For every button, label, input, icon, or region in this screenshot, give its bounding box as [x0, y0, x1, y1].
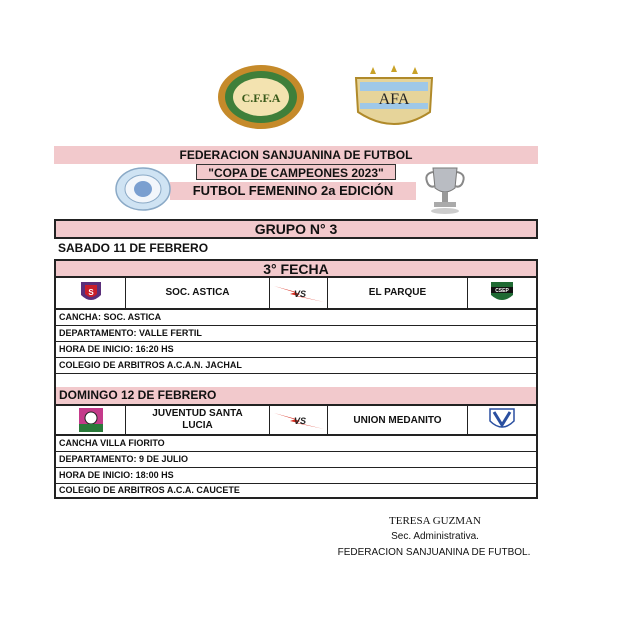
day1-date: SABADO 11 DE FEBRERO [58, 241, 209, 255]
afa-logo [348, 64, 440, 136]
match2-vs-icon [270, 406, 328, 434]
group-title: GRUPO N° 3 [54, 219, 538, 239]
match1-row [54, 277, 538, 310]
day1-blank-row [54, 374, 538, 388]
svg-text:VS: VS [293, 416, 306, 426]
day2-date: DOMINGO 12 DE FEBRERO [54, 387, 538, 404]
match1-home-name: SOC. ASTICA [126, 277, 270, 308]
signature-org: FEDERACION SANJUANINA DE FUTBOL. [337, 547, 531, 558]
cffa-logo-text: C.F.F.A [241, 91, 281, 105]
trophy-icon [420, 164, 470, 216]
el-parque-logo-text: CSEP [495, 287, 509, 294]
day2-colegio: COLEGIO DE ARBITROS A.C.A. CAUCETE [54, 483, 538, 499]
juventud-shield-icon [78, 407, 104, 433]
match1-away-name: EL PARQUE [328, 277, 468, 308]
day1-colegio: COLEGIO DE ARBITROS A.C.A.N. JACHAL [54, 358, 538, 374]
day2-cancha: CANCHA VILLA FIORITO [54, 436, 538, 452]
afa-logo-text: AFA [378, 91, 410, 108]
category-title: FUTBOL FEMENINO 2a EDICIÓN [170, 182, 416, 200]
el-parque-shield-icon [490, 281, 514, 305]
fecha-title: 3° FECHA [54, 259, 538, 278]
match2-home-logo-cell [56, 406, 126, 434]
day1-departamento: DEPARTAMENTO: VALLE FERTIL [54, 326, 538, 342]
match1-vs-icon [270, 277, 328, 308]
day1-cancha: CANCHA: SOC. ASTICA [54, 310, 538, 326]
federation-title: FEDERACION SANJUANINA DE FUTBOL [54, 146, 538, 164]
match2-row [54, 404, 538, 436]
match2-home-name: JUVENTUD SANTA LUCIA [126, 406, 270, 434]
cffa-logo [216, 63, 306, 131]
cup-title: "COPA DE CAMPEONES 2023" [196, 164, 396, 180]
day2-hora: HORA DE INICIO: 18:00 HS [54, 468, 538, 484]
svg-text:S: S [87, 287, 94, 297]
signature-role: Sec. Administrativa. [391, 531, 479, 542]
union-medanito-shield-icon [488, 407, 516, 433]
federation-round-logo [115, 167, 171, 211]
day2-departamento: DEPARTAMENTO: 9 DE JULIO [54, 452, 538, 468]
match2-away-logo-cell [468, 406, 536, 434]
match1-away-logo-cell [468, 277, 536, 308]
svg-text:VS: VS [293, 288, 306, 299]
match2-away-name: UNION MEDANITO [328, 406, 468, 434]
astica-shield-icon [80, 281, 102, 305]
match1-home-logo-cell [56, 277, 126, 308]
day1-hora: HORA DE INICIO: 16:20 HS [54, 342, 538, 358]
signature-name: TERESA GUZMAN [389, 515, 481, 527]
